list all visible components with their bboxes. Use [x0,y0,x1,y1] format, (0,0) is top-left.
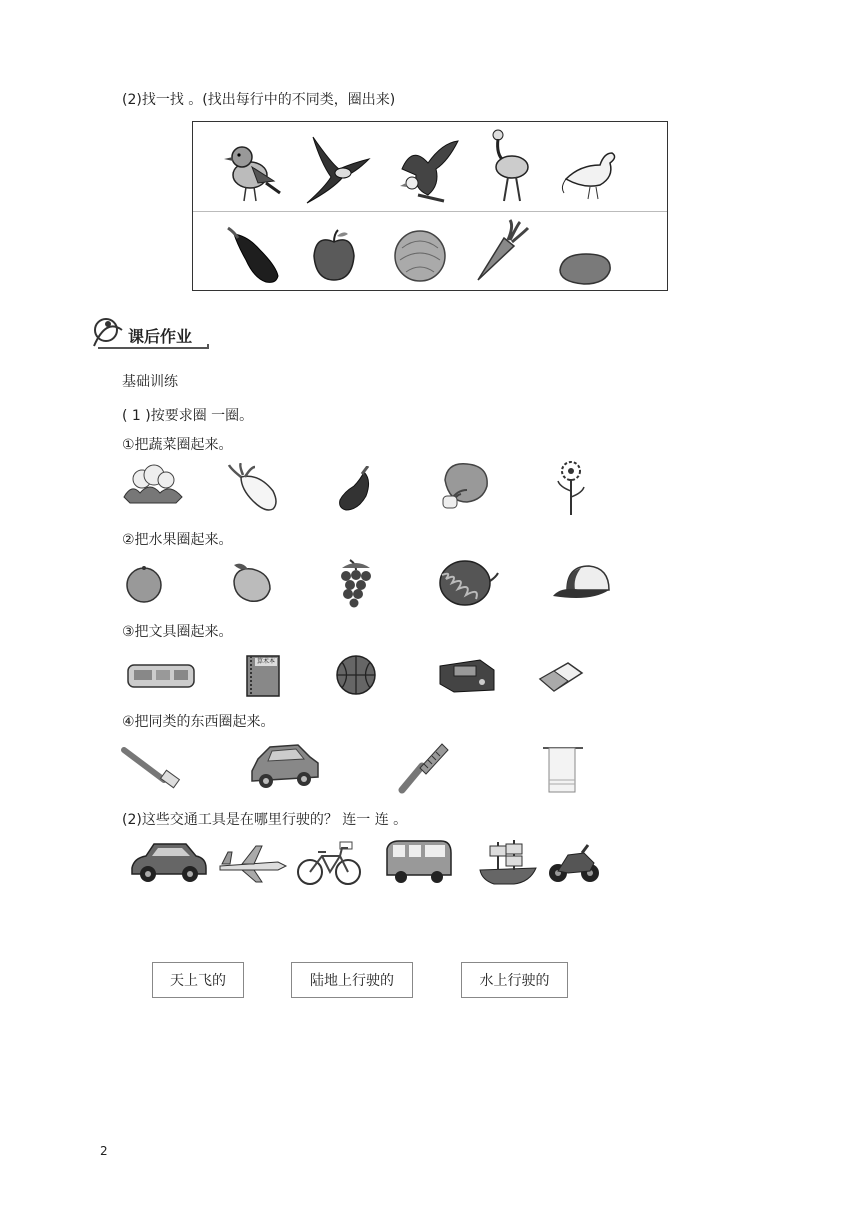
question-1-title: ( 1 )按要求圈 一圈。 [122,408,254,424]
flower-icon[interactable] [554,459,588,515]
table-divider [193,211,667,212]
grapes-icon[interactable] [336,558,376,608]
swallow-icon[interactable] [303,133,373,207]
radish-icon[interactable] [225,463,281,513]
mango-icon[interactable] [228,561,274,605]
car-icon[interactable] [130,840,208,884]
cap-icon[interactable] [551,562,613,604]
basketball-icon[interactable] [335,654,377,696]
page-number: 2 [100,1144,108,1158]
comb-icon[interactable] [398,740,450,794]
instruction-same-kind: ④把同类的东西圈起来。 [122,714,275,730]
cauliflower-icon[interactable] [120,463,186,505]
apple-icon[interactable] [310,228,358,284]
category-water[interactable]: 水上行驶的 [461,962,568,998]
carrot-icon[interactable] [474,218,530,284]
eraser-icon[interactable] [536,659,584,693]
category-sky[interactable]: 天上飞的 [152,962,244,998]
orange-icon[interactable] [124,563,164,603]
pencil-box-icon[interactable] [126,661,196,691]
instruction-stationery: ③把文具圈起来。 [122,624,233,640]
jet-icon[interactable] [218,842,288,884]
eagle-icon[interactable] [398,139,460,203]
potato-icon[interactable] [556,250,614,286]
sharpener-icon[interactable] [436,656,496,694]
watermelon-icon[interactable] [438,559,500,607]
section-title-find: (2)找一找 。(找出每行中的不同类，圈出来) [122,92,396,108]
category-land[interactable]: 陆地上行驶的 [291,962,413,998]
ostrich-icon[interactable] [486,127,534,205]
eggplant-icon[interactable] [336,466,376,512]
eggplant-icon[interactable] [226,224,284,286]
cabbage-icon[interactable] [392,228,448,284]
car-icon[interactable] [248,741,322,791]
sparrow-icon[interactable] [222,135,282,207]
sailing-ship-icon[interactable] [474,838,542,886]
basic-training-heading: 基础训练 [122,374,178,390]
van-icon[interactable] [385,839,453,885]
homework-badge [92,316,212,350]
bicycle-icon[interactable] [296,840,362,886]
instruction-vegetables: ①把蔬菜圈起来。 [122,437,233,453]
toothbrush-icon[interactable] [120,744,182,790]
notebook-icon[interactable] [245,654,281,698]
instruction-fruits: ②把水果圈起来。 [122,532,233,548]
motorcycle-icon[interactable] [548,841,600,885]
badge-label: 课后作业 [128,327,193,346]
notebook-label: 算术本 [257,658,276,665]
question-2-title: (2)这些交通工具是在哪里行驶的？ 连一 连 。 [122,812,408,828]
towel-icon[interactable] [541,744,585,794]
bok-choy-icon[interactable] [437,460,493,510]
dove-icon[interactable] [560,143,618,201]
